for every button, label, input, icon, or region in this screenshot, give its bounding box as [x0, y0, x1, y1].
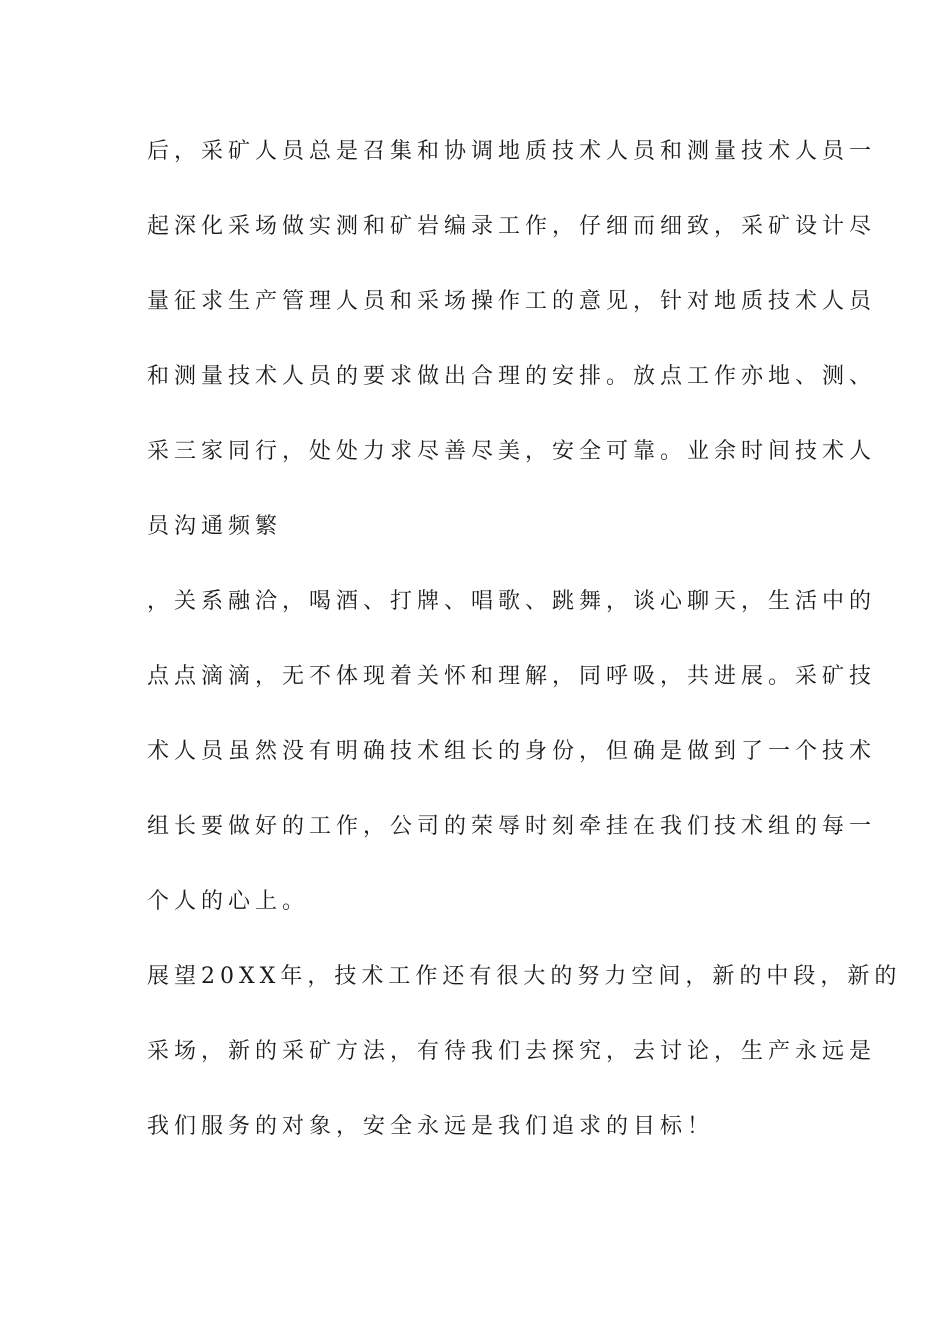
- text-line: 个人的心上。: [147, 889, 310, 914]
- text-line: 采三家同行，处处力求尽善尽美，安全可靠。业余时间技术人: [147, 439, 877, 464]
- text-line: 我们服务的对象，安全永远是我们追求的目标！: [147, 1114, 715, 1139]
- text-line: 后，采矿人员总是召集和协调地质技术人员和测量技术人员一: [147, 139, 877, 164]
- text-line: 起深化采场做实测和矿岩编录工作，仔细而细致，采矿设计尽: [147, 214, 877, 239]
- text-line: 展望20XX年，技术工作还有很大的努力空间，新的中段，新的: [147, 964, 902, 989]
- text-line: 点点滴滴，无不体现着关怀和理解，同呼吸，共进展。采矿技: [147, 664, 877, 689]
- text-line: 术人员虽然没有明确技术组长的身份，但确是做到了一个技术: [147, 739, 877, 764]
- text-line: 量征求生产管理人员和采场操作工的意见，针对地质技术人员: [147, 289, 877, 314]
- text-line: 员沟通频繁: [147, 514, 283, 539]
- text-line: 组长要做好的工作，公司的荣辱时刻牵挂在我们技术组的每一: [147, 814, 877, 839]
- text-line: ，关系融洽，喝酒、打牌、唱歌、跳舞，谈心聊天，生活中的: [147, 589, 877, 614]
- text-line: 采场，新的采矿方法，有待我们去探究，去讨论，生产永远是: [147, 1039, 877, 1064]
- text-line: 和测量技术人员的要求做出合理的安排。放点工作亦地、测、: [147, 364, 877, 389]
